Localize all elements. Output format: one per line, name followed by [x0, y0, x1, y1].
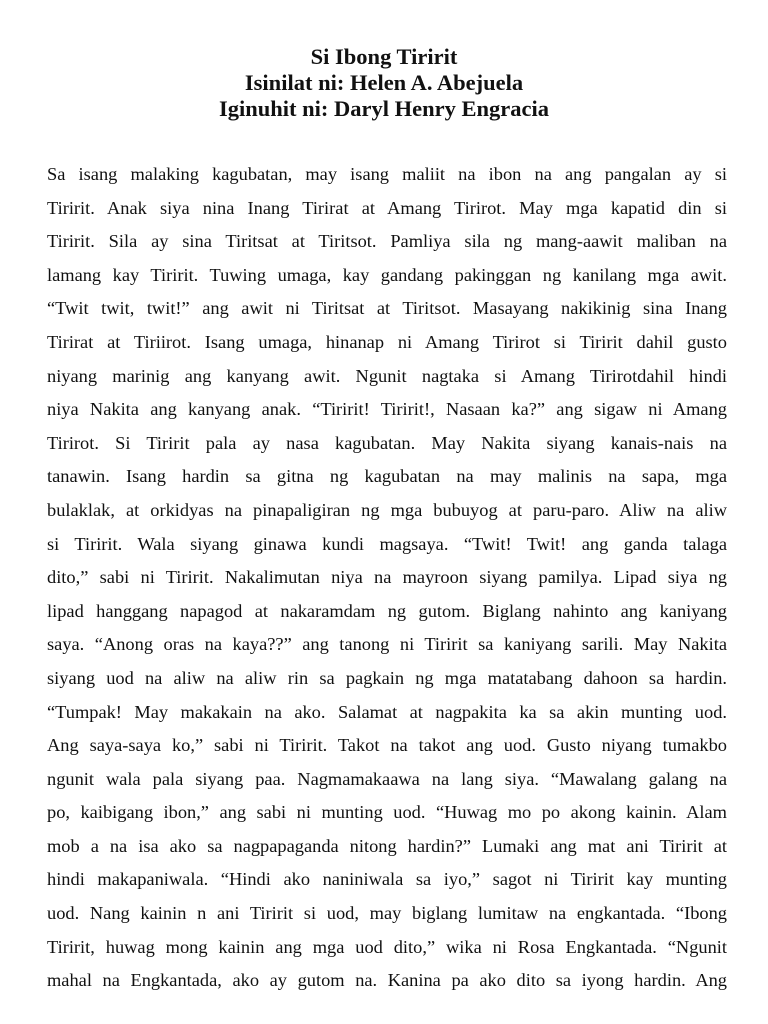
story-title: Si Ibong Tiririt [310, 44, 458, 69]
body-line: Sa isang malaking kagubatan, may isang maliit na ibon na ang pangalan ay si [47, 164, 727, 184]
body-line: Tirirot. Si Tiririt pala ay nasa kagubatan. May Nakita siyang kanais-nais na [47, 432, 727, 453]
author-credit: Isinilat ni: Helen A. Abejuela [244, 70, 524, 95]
body-line: Ang saya-saya ko,” sabi ni Tiririt. Takot na takot ang uod. Gusto niyang tumakbo [47, 735, 727, 756]
body-line: tanawin. Isang hardin sa gitna ng kagubatan na may malinis na sapa, mga [47, 466, 727, 487]
story-body [47, 158, 727, 998]
body-line: Tiririt. Sila ay sina Tiritsat at Tiritsot. Pamliya sila ng mang-aawit maliban na [47, 231, 727, 252]
illustrator-credit: Iginuhit ni: Daryl Henry Engracia [218, 96, 550, 121]
body-line: “Tumpak! May makakain na ako. Salamat at nagpakita ka sa akin munting uod. [47, 701, 727, 722]
body-line: dito,” sabi ni Tiririt. Nakalimutan niya na mayroon siyang pamilya. Lipad siya ng [47, 567, 727, 588]
body-line: lamang kay Tiririt. Tuwing umaga, kay gandang pakinggan ng kanilang mga awit. [47, 264, 727, 285]
body-line: bulaklak, at orkidyas na pinapaligiran ng mga bubuyog at paru-paro. Aliw na aliw [47, 499, 727, 520]
body-line: Tirirat at Tiriirot. Isang umaga, hinanap ni Amang Tirirot si Tiririt dahil gusto [47, 331, 727, 352]
body-line: niya Nakita ang kanyang anak. “Tiririt! Tiririt!, Nasaan ka?” ang sigaw ni Amang [47, 399, 727, 420]
body-line: lipad hanggang napagod at nakaramdam ng gutom. Biglang nahinto ang kaniyang [47, 600, 727, 621]
body-line: po, kaibigang ibon,” ang sabi ni munting uod. “Huwag mo po akong kainin. Alam [47, 802, 727, 823]
body-line: saya. “Anong oras na kaya??” ang tanong ni Tiririt sa kaniyang sarili. May Nakita [47, 634, 727, 655]
body-line: Tiririt. Anak siya nina Inang Tirirat at Amang Tirirot. May mga kapatid din si [47, 197, 727, 218]
body-line: hindi makapaniwala. “Hindi ako naniniwala sa iyo,” sagot ni Tiririt kay munting [47, 869, 727, 890]
title-block [0, 44, 768, 122]
body-line: Tiririt, huwag mong kainin ang mga uod dito,” wika ni Rosa Engkantada. “Ngunit [47, 936, 727, 957]
body-line: mob a na isa ako sa nagpapaganda nitong hardin?” Lumaki ang mat ani Tiririt at [47, 835, 727, 856]
body-line: niyang marinig ang kanyang awit. Ngunit nagtaka si Amang Tirirotdahil hindi [47, 365, 727, 386]
body-line: siyang uod na aliw na aliw rin sa pagkain ng mga matatabang dahoon sa hardin. [47, 667, 727, 688]
body-line: “Twit twit, twit!” ang awit ni Tiritsat at Tiritsot. Masayang nakikinig sina Inang [47, 298, 727, 319]
body-line: si Tiririt. Wala siyang ginawa kundi magsaya. “Twit! Twit! ang ganda talaga [47, 533, 727, 554]
body-line: uod. Nang kainin n ani Tiririt si uod, may biglang lumitaw na engkantada. “Ibong [47, 903, 727, 924]
body-line: mahal na Engkantada, ako ay gutom na. Kanina pa ako dito sa iyong hardin. Ang [47, 970, 727, 991]
body-line: ngunit wala pala siyang paa. Nagmamakaawa na lang siya. “Mawalang galang na [47, 768, 727, 789]
